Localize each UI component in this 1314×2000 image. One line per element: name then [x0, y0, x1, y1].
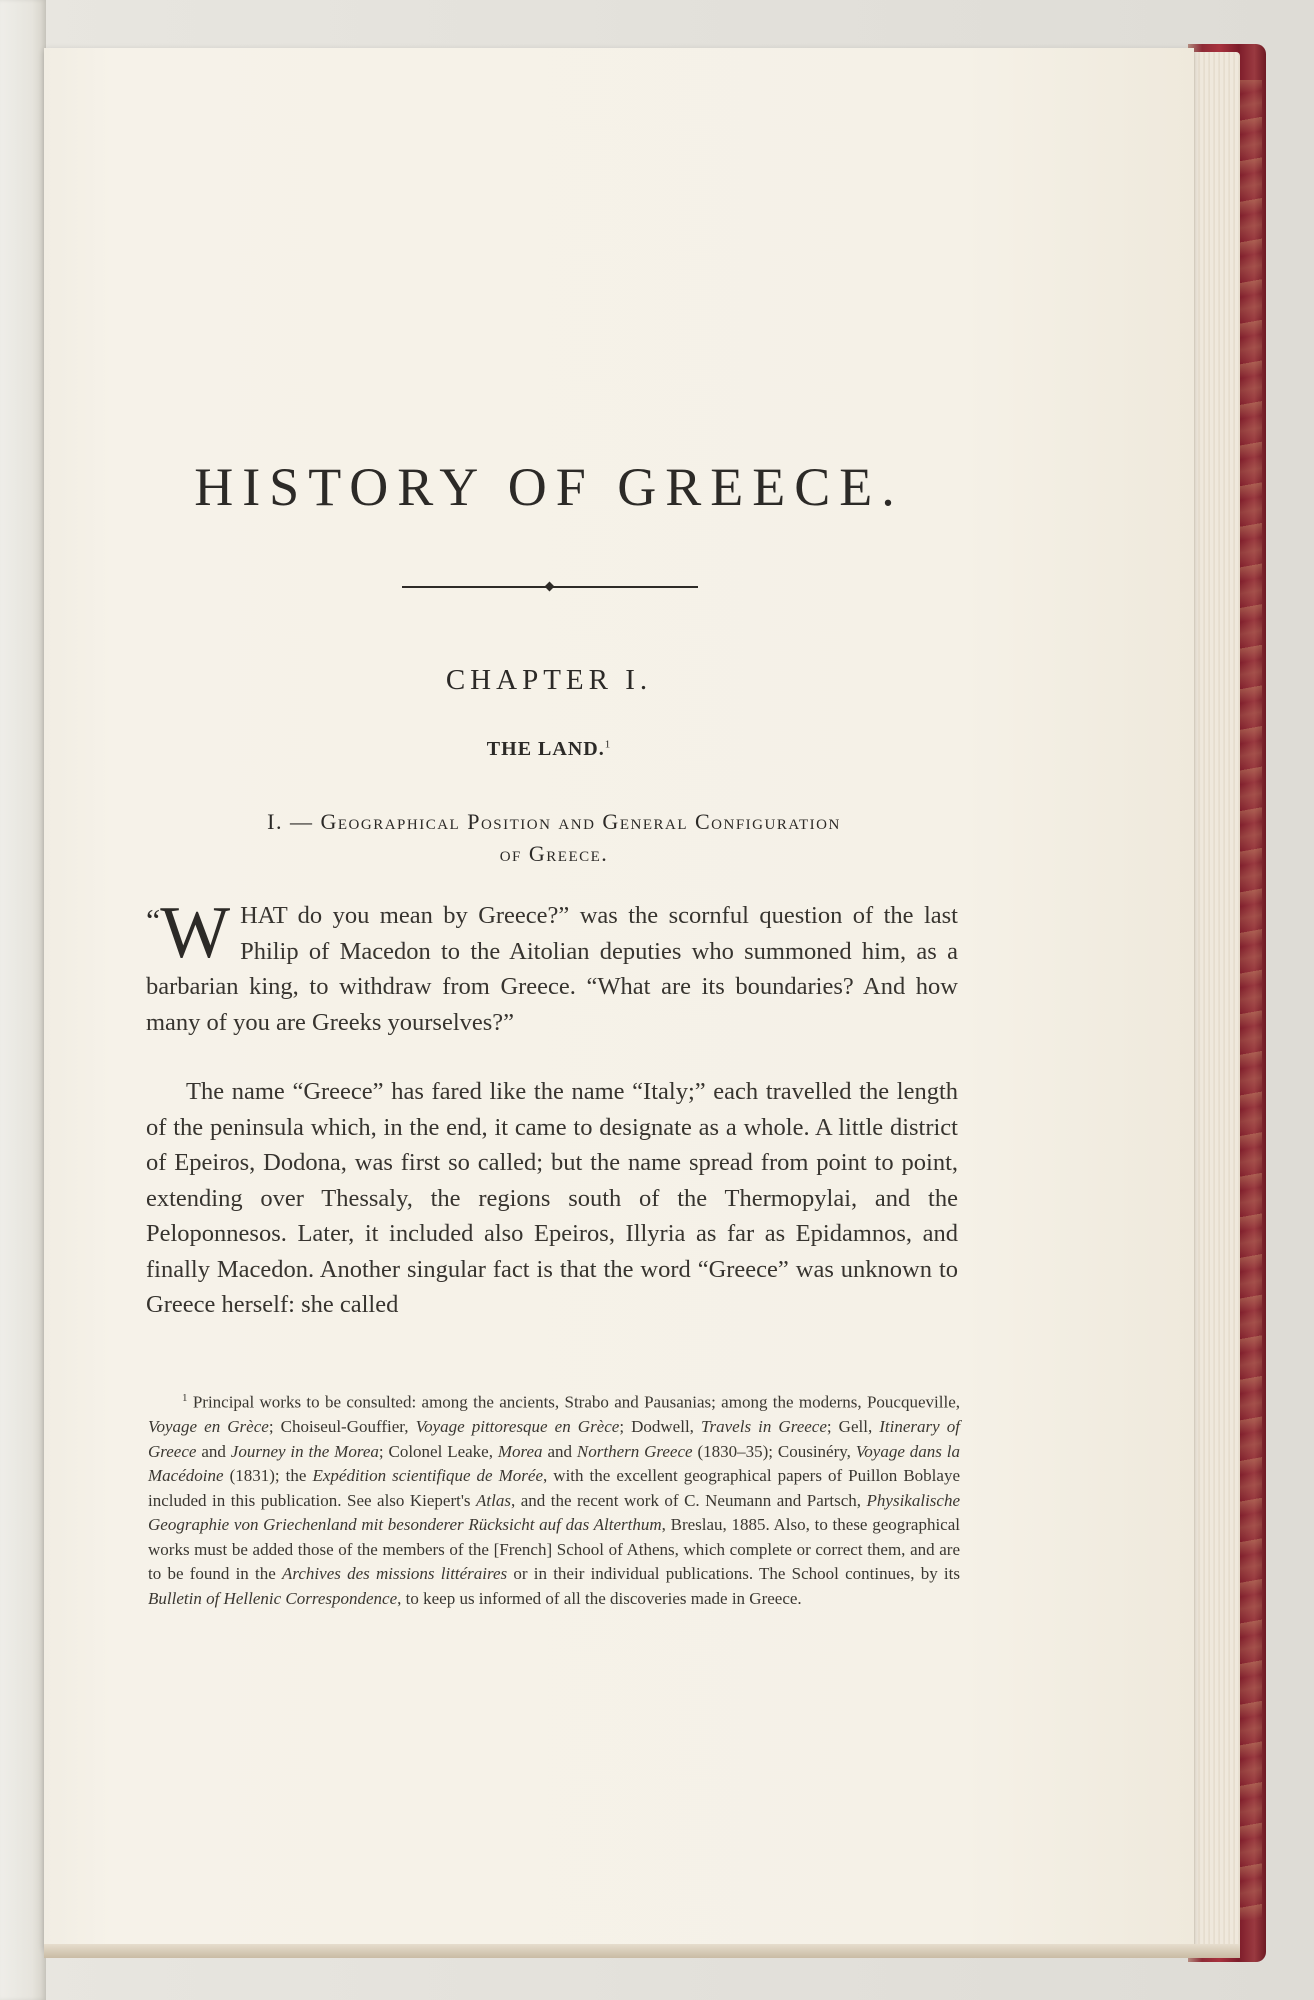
footnote [148, 1386, 960, 1611]
footnote-segment: and [196, 1441, 231, 1461]
footnote-segment: and [542, 1441, 577, 1461]
footnote-ref: 1 [604, 738, 612, 751]
section-heading [144, 806, 964, 870]
footnote-title: Archives des missions littéraires [282, 1564, 508, 1584]
section-heading-line1: I. — Geographical Position and General Configuration [267, 809, 841, 834]
footnote-title: Voyage pittoresque en Grèce [415, 1417, 620, 1437]
footnote-title: Voyage dans la Macédoine [148, 1441, 960, 1486]
footnote-segment: (1830–35); Cousinéry, [692, 1441, 856, 1461]
footnote-title: Travels in Greece [701, 1417, 827, 1437]
chapter-subtitle [134, 738, 964, 761]
left-page-edge [0, 0, 46, 2000]
paragraph-1 [146, 892, 958, 1040]
footnote-title: Bulletin of Hellenic Correspondence [148, 1588, 398, 1608]
book-page [44, 48, 1194, 1948]
paragraph-2: The name “Greece” has fared like the name “Italy;” each travelled the length of the peninsula which, in the end, it came to designate as a whole. A little district of Epeiros, Dodona, was first so called; but the name spread from point to point, extending over Thessaly, the regions south of the Thermopylai, and the Peloponnesos. Later, it included also Epeiros, Illyria as far as Epidamnos, and finally Macedon. Another singular fact is that the word “Greece” was unknown to Greece herself: she called [146, 1078, 958, 1318]
marbled-edge [1240, 80, 1262, 1920]
footnote-title: Itinerary of Greece [148, 1417, 960, 1461]
footnote-segment: ; Colonel Leake, [378, 1441, 498, 1461]
footnote-title: Northern Greece [576, 1441, 693, 1461]
footnote-title: Journey in the Morea [230, 1441, 379, 1461]
drop-cap [146, 892, 231, 974]
ornament-diamond [545, 582, 555, 592]
page-bottom-edge [44, 1944, 1240, 1958]
section-heading-line2: of Greece. [499, 841, 609, 866]
chapter-heading: CHAPTER I. [445, 664, 653, 696]
footnote-title: Morea [497, 1441, 543, 1461]
footnote-segment: (1831); the [223, 1466, 313, 1486]
footnote-segment: ; Gell, [826, 1417, 880, 1437]
paragraph-1-text: HAT do you mean by Greece?” was the scornful question of the last Philip of Macedon to the Aitolian deputies who summoned him, as a barbarian king, to withdraw from Greece. “What are its boundaries? And how many of you are Greeks yourselves?” [146, 902, 958, 1036]
footnote-title: Physikalische Geographie von Griechenland mit besonderer Rücksicht auf das Alterthum [148, 1490, 960, 1535]
footnote-segment: Principal works to be consulted: among the ancients, Strabo and Pausanias; among the moderns, Poucqueville, [187, 1392, 960, 1412]
footnote-marker: 1 [182, 1392, 188, 1404]
footnote-title: Atlas [476, 1490, 511, 1510]
footnote-segment: , to keep us informed of all the discoveries made in Greece. [397, 1588, 802, 1608]
book-title: HISTORY OF GREECE. [194, 457, 904, 517]
footnote-segment: , and the recent work of C. Neumann and Partsch, [510, 1490, 867, 1510]
drop-cap-quote: “ [146, 902, 161, 938]
page-block-edge [1186, 52, 1240, 1952]
footnote-segment: ; Choiseul-Gouffier, [268, 1417, 416, 1437]
drop-cap-letter: W [160, 892, 231, 974]
footnote-text [148, 1386, 960, 1611]
footnote-segment: , with the excellent geographical papers of Puillon Boblaye included in this publication. See also Kiepert's [148, 1466, 960, 1510]
footnote-title: Voyage en Grèce [148, 1417, 269, 1437]
footnote-segment: or in their individual publications. The School continues, by its [507, 1564, 960, 1584]
footnote-segment: ; Dodwell, [619, 1417, 701, 1437]
footnote-segment: , Breslau, 1885. Also, to these geographical works must be added those of the members of the [French] School of Athens, which complete or correct them, and are to be found in the [148, 1515, 960, 1584]
subtitle-text: THE LAND. [486, 738, 605, 760]
footnote-title: Expédition scientifique de Morée [312, 1466, 544, 1486]
